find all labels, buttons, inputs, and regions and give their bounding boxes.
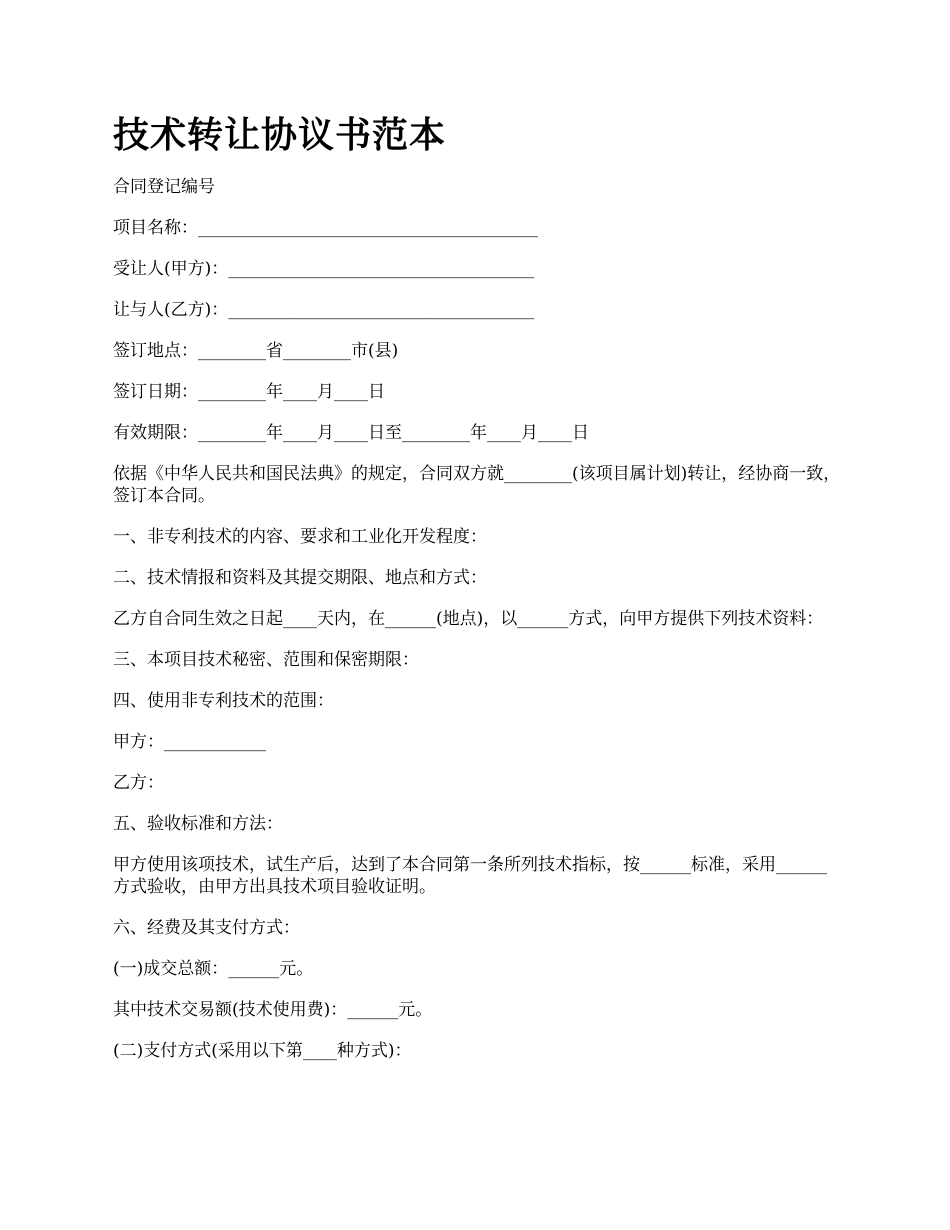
transferee-party-a-line: 受让人(甲方)：____________________________________ bbox=[113, 259, 535, 279]
contract-registration-number: 合同登记编号 bbox=[113, 177, 215, 197]
preamble-paragraph: 依据《中华人民共和国民法典》的规定，合同双方就________(该项目属计划)转让，经协商一致，签订本合同。 bbox=[113, 464, 841, 506]
section-2-paragraph: 乙方自合同生效之日起____天内，在______(地点)，以______方式，向甲方提供下列技术资料： bbox=[113, 609, 824, 629]
technology-fee-line: 其中技术交易额(技术使用费)：______元。 bbox=[113, 1000, 433, 1020]
validity-period-line: 有效期限：________年____月____日至________年____月____日 bbox=[113, 423, 589, 443]
party-a-scope-line: 甲方：____________ bbox=[113, 732, 266, 752]
section-3-heading: 三、本项目技术秘密、范围和保密期限： bbox=[113, 650, 419, 670]
document-title: 技术转让协议书范本 bbox=[113, 115, 447, 156]
section-1-heading: 一、非专利技术的内容、要求和工业化开发程度： bbox=[113, 527, 487, 547]
project-name-line: 项目名称：________________________________________ bbox=[113, 218, 538, 238]
total-amount-line: (一)成交总额：______元。 bbox=[113, 959, 314, 979]
signing-date-line: 签订日期：________年____月____日 bbox=[113, 382, 385, 402]
document-page bbox=[113, 110, 843, 1081]
signing-place-line: 签订地点：________省________市(县) bbox=[113, 341, 399, 361]
party-b-scope-line: 乙方： bbox=[113, 773, 164, 793]
section-5-heading: 五、验收标准和方法： bbox=[113, 814, 283, 834]
section-4-heading: 四、使用非专利技术的范围： bbox=[113, 691, 334, 711]
section-2-heading: 二、技术情报和资料及其提交期限、地点和方式： bbox=[113, 568, 487, 588]
section-6-heading: 六、经费及其支付方式： bbox=[113, 918, 300, 938]
transferor-party-b-line: 让与人(乙方)：____________________________________ bbox=[113, 300, 535, 320]
section-5-paragraph: 甲方使用该项技术，试生产后，达到了本合同第一条所列技术指标，按______标准，采用______方式验收，由甲方出具技术项目验收证明。 bbox=[113, 855, 827, 897]
payment-method-line: (二)支付方式(采用以下第____种方式)： bbox=[113, 1041, 412, 1061]
